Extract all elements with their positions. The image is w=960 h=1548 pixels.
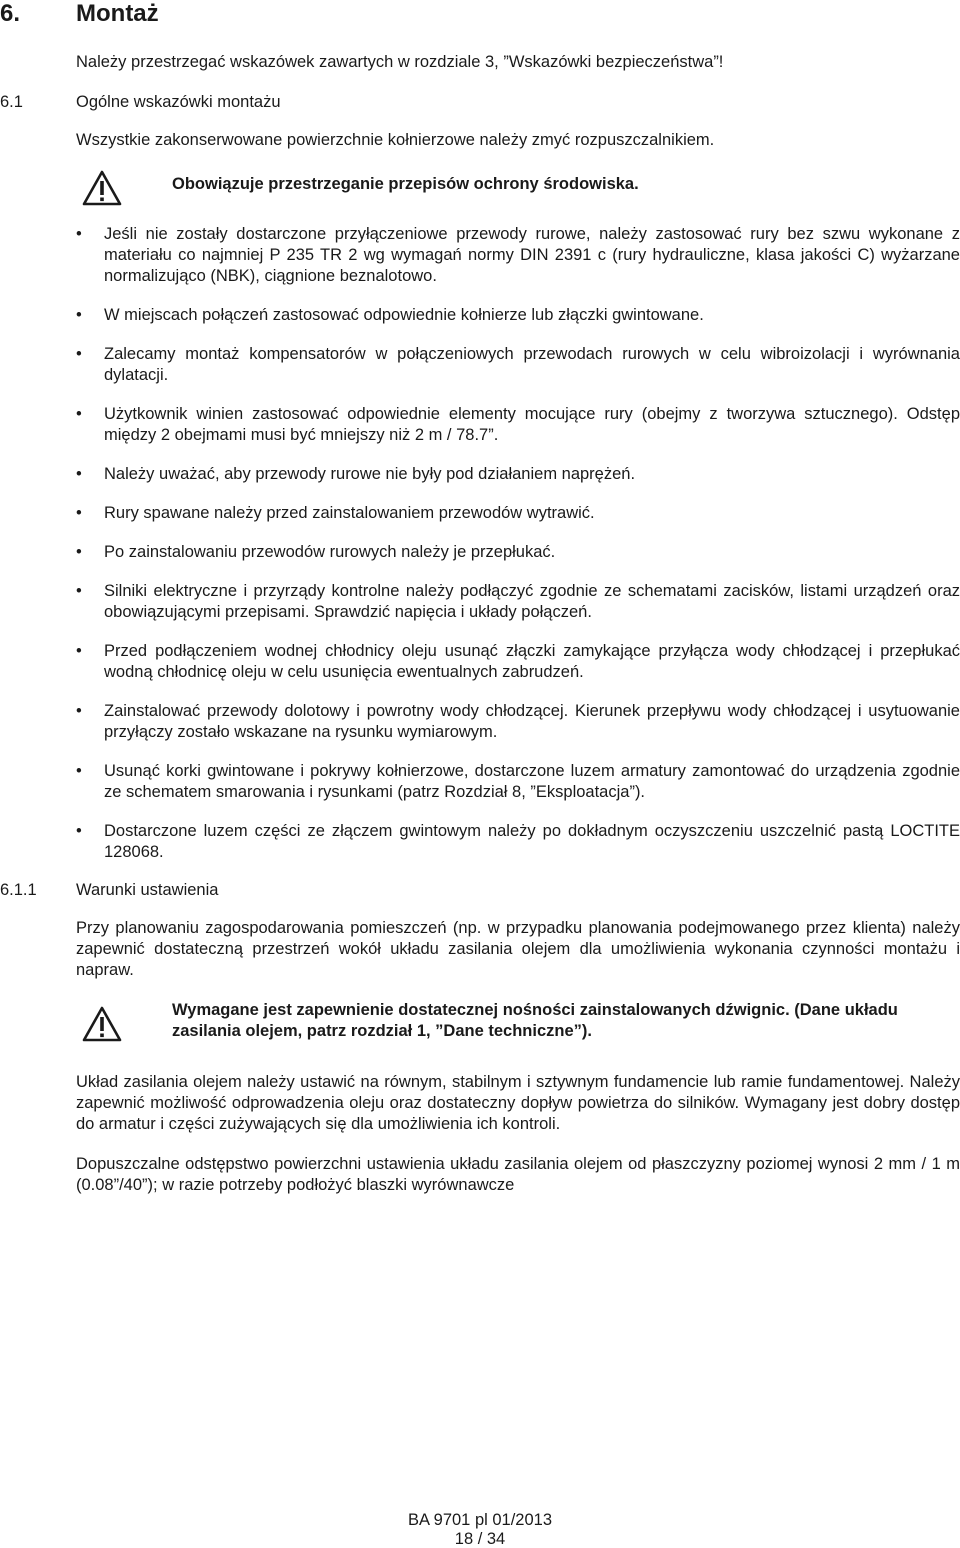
warning-triangle-icon — [82, 1006, 122, 1042]
tolerance-paragraph: Dopuszczalne odstępstwo powierzchni ustawienia układu zasilania olejem od płaszczyzny poziomej wynosi 2 mm / 1 m (0.08”/40”); w razie potrzeby podłożyć blaszki wyrównawcze — [76, 1155, 960, 1194]
list-item: • Jeśli nie zostały dostarczone przyłączeniowe przewody rurowe, należy zastosować rury bez szwu wykonane z materiału co najmniej P 235 TR 2 wg wymagań normy DIN 2391 c (rury hydrauliczne, klasa jakości C) wyżarzane normalizująco (NBK), ciągnione beznalotowo. — [76, 224, 960, 287]
foundation-paragraph: Układ zasilania olejem należy ustawić na równym, stabilnym i sztywnym fundamencie lub ramie fundamentowej. Należy zapewnić możliwość odprowadzenia oleju oraz dostateczny dopływ powietrza do silników. Wymagany jest dobry dostęp do armatur i części zużywających się dla umożliwienia ich kontroli. — [76, 1073, 960, 1133]
placement-paragraph: Przy planowaniu zagospodarowania pomieszczeń (np. w przypadku planowania podejmowanego przez klienta) należy zapewnić dostateczną przestrzeń wokół układu zasilania olejem dla umożliwienia wykonania czynności montażu i napraw. — [76, 919, 960, 979]
subsection-number: 6.1 — [0, 93, 23, 111]
section-title: Montaż — [76, 0, 159, 27]
section-number: 6. — [0, 0, 21, 27]
document-id: BA 9701 pl 01/2013 — [407, 1511, 553, 1529]
list-item: • Po zainstalowaniu przewodów rurowych należy je przepłukać. — [76, 542, 960, 563]
section-intro: Należy przestrzegać wskazówek zawartych w rozdziale 3, ”Wskazówki bezpieczeństwa”! — [76, 53, 724, 71]
subsubsection-number: 6.1.1 — [0, 881, 37, 899]
installation-bullet-list — [76, 224, 960, 881]
warning-triangle-icon — [82, 170, 122, 206]
subsection-title: Ogólne wskazówki montażu — [76, 93, 281, 111]
list-item: • Silniki elektryczne i przyrządy kontrolne należy podłączyć zgodnie ze schematami zacisków, listami urządzeń oraz obowiązującymi przepisami. Sprawdzić napięcia i układy połączeń. — [76, 581, 960, 623]
page-number: 18 / 34 — [454, 1530, 506, 1548]
list-item: • Należy uważać, aby przewody rurowe nie były pod działaniem naprężeń. — [76, 464, 960, 485]
list-item: • Dostarczone luzem części ze złączem gwintowym należy po dokładnym oczyszczeniu uszczelnić pastą LOCTITE 128068. — [76, 821, 960, 863]
subsubsection-title: Warunki ustawienia — [76, 881, 219, 899]
list-item: • Przed podłączeniem wodnej chłodnicy oleju usunąć złączki zamykające przyłącza wody chłodzącej i przepłukać wodną chłodnicę oleju w celu usunięcia ewentualnych zabrudzeń. — [76, 641, 960, 683]
subsection-paragraph: Wszystkie zakonserwowane powierzchnie kołnierzowe należy zmyć rozpuszczalnikiem. — [76, 131, 715, 149]
environment-warning: Obowiązuje przestrzeganie przepisów ochrony środowiska. — [172, 175, 639, 193]
list-item: • Rury spawane należy przed zainstalowaniem przewodów wytrawić. — [76, 503, 960, 524]
list-item: • Użytkownik winien zastosować odpowiednie elementy mocujące rury (obejmy z tworzywa sztucznego). Odstęp między 2 obejmami musi być mniejszy niż 2 m / 78.7”. — [76, 404, 960, 446]
list-item: • Zalecamy montaż kompensatorów w połączeniowych przewodach rurowych w celu wibroizolacji i wyrównania dylatacji. — [76, 344, 960, 386]
list-item: • W miejscach połączeń zastosować odpowiednie kołnierze lub złączki gwintowane. — [76, 305, 960, 326]
list-item: • Zainstalować przewody dolotowy i powrotny wody chłodzącej. Kierunek przepływu wody chłodzącej i usytuowanie przyłączy zostało wskazane na rysunku wymiarowym. — [76, 701, 960, 743]
lifting-capacity-warning: Wymagane jest zapewnienie dostatecznej nośności zainstalowanych dźwignic. (Dane układu zasilania olejem, patrz rozdział 1, ”Dane techniczne”). — [172, 1001, 898, 1040]
list-item: • Usunąć korki gwintowane i pokrywy kołnierzowe, dostarczone luzem armatury zamontować do urządzenia zgodnie ze schematem smarowania i rysunkami (patrz Rozdział 8, ”Eksploatacja”). — [76, 761, 960, 803]
